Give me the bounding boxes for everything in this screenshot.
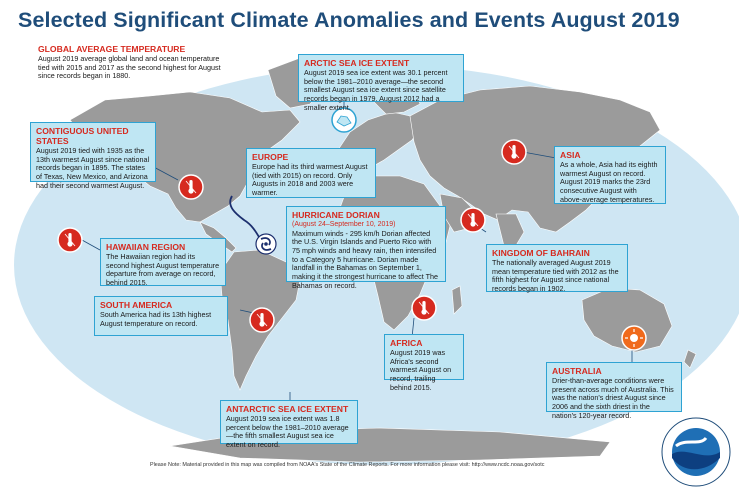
thermometer-warm-icon (58, 228, 82, 252)
event-africa (384, 334, 464, 392)
event-text: South America had its 13th highest August temperature on record. (100, 310, 212, 328)
noaa-logo (662, 418, 730, 486)
event-heading: EUROPE (252, 152, 289, 162)
event-heading: ANTARCTIC SEA ICE EXTENT (226, 404, 349, 414)
event-text: As a whole, Asia had its eighth warmest August on record. August 2019 marks the 23rd consecutive August with above-average temperatures. (560, 160, 658, 204)
event-hurricane-dorian (286, 206, 446, 290)
thermometer-warm-icon (250, 308, 274, 332)
event-text: August 2019 sea ice extent was 1.8 percent below the 1981–2010 average—the fifth smallest August sea ice extent on record. (226, 414, 349, 450)
thermometer-warm-icon (461, 208, 485, 232)
event-text: Maximum winds - 295 km/h Dorian affected the U.S. Virgin Islands and Puerto Rico with 75 mph winds and heavy rain, then intensifed to a Category 5 hurricane. Dorian made landfall in the Bahamas on September 1, making it the strongest hurricane to affect The Bahamas on record. (292, 228, 438, 290)
event-text: The nationally averaged August 2019 mean temperature tied with 2012 as the fifth highest for August since national records began in 1902. (492, 258, 619, 294)
thermometer-warm-icon (179, 175, 203, 199)
event-south-america (94, 296, 228, 336)
event-bahrain (486, 244, 628, 292)
event-antarctic-sea-ice (220, 400, 358, 450)
event-global-temperature (38, 44, 224, 81)
event-text: Drier-than-average conditions were present across much of Australia. This was the nation's driest August since 2006 and the sixth driest in the nation's 120-year record. (552, 376, 674, 420)
event-arctic-sea-ice (298, 54, 464, 112)
event-heading: AUSTRALIA (552, 366, 602, 376)
event-text: The Hawaiian region had its second highest August temperature departure from average on record, behind 2015. (106, 252, 220, 288)
event-hawaiian-region (100, 238, 226, 286)
thermometer-warm-icon (502, 140, 526, 164)
page-title: Selected Significant Climate Anomalies and Events August 2019 (18, 8, 680, 32)
event-heading: CONTIGUOUS UNITED STATES (36, 126, 129, 146)
event-heading: HAWAIIAN REGION (106, 242, 186, 252)
event-contiguous-us (30, 122, 156, 190)
event-heading: ASIA (560, 150, 581, 160)
event-heading: HURRICANE DORIAN (292, 210, 380, 220)
event-europe (246, 148, 376, 198)
event-text: August 2019 average global land and ocean temperature tied with 2015 and 2017 as the second highest for August since records began in 1880. (38, 54, 221, 81)
event-text: August 2019 was Africa's second warmest August on record, trailing behind 2015. (390, 348, 452, 392)
event-dates: (August 24–September 10, 2019) (292, 221, 396, 228)
event-australia (546, 362, 682, 420)
hurricane-icon (256, 234, 276, 254)
footnote: Please Note: Material provided in this map was compiled from NOAA's State of the Climate Reports. For more information please visit: http://www.ncdc.noaa.gov/sotc (150, 462, 545, 468)
event-asia (554, 146, 666, 204)
event-heading: ARCTIC SEA ICE EXTENT (304, 58, 410, 68)
event-text: August 2019 sea ice extent was 30.1 percent below the 1981–2010 average—the second smallest August sea ice extent since satellite records began in 1979. August 2012 had a smaller extent. (304, 68, 448, 112)
event-heading: AFRICA (390, 338, 423, 348)
event-heading: SOUTH AMERICA (100, 300, 173, 310)
event-text: August 2019 tied with 1935 as the 13th warmest August since national records began in 1895. The states of Texas, New Mexico, and Arizona had their second warmest August. (36, 146, 150, 190)
thermometer-warm-icon (412, 296, 436, 320)
event-heading: GLOBAL AVERAGE TEMPERATURE (38, 44, 186, 54)
event-text: Europe had its third warmest August (tied with 2015) on record. Only Augusts in 2018 and 2003 were warmer. (252, 162, 368, 198)
event-heading: KINGDOM OF BAHRAIN (492, 248, 590, 258)
sun-dry-icon (622, 326, 646, 350)
